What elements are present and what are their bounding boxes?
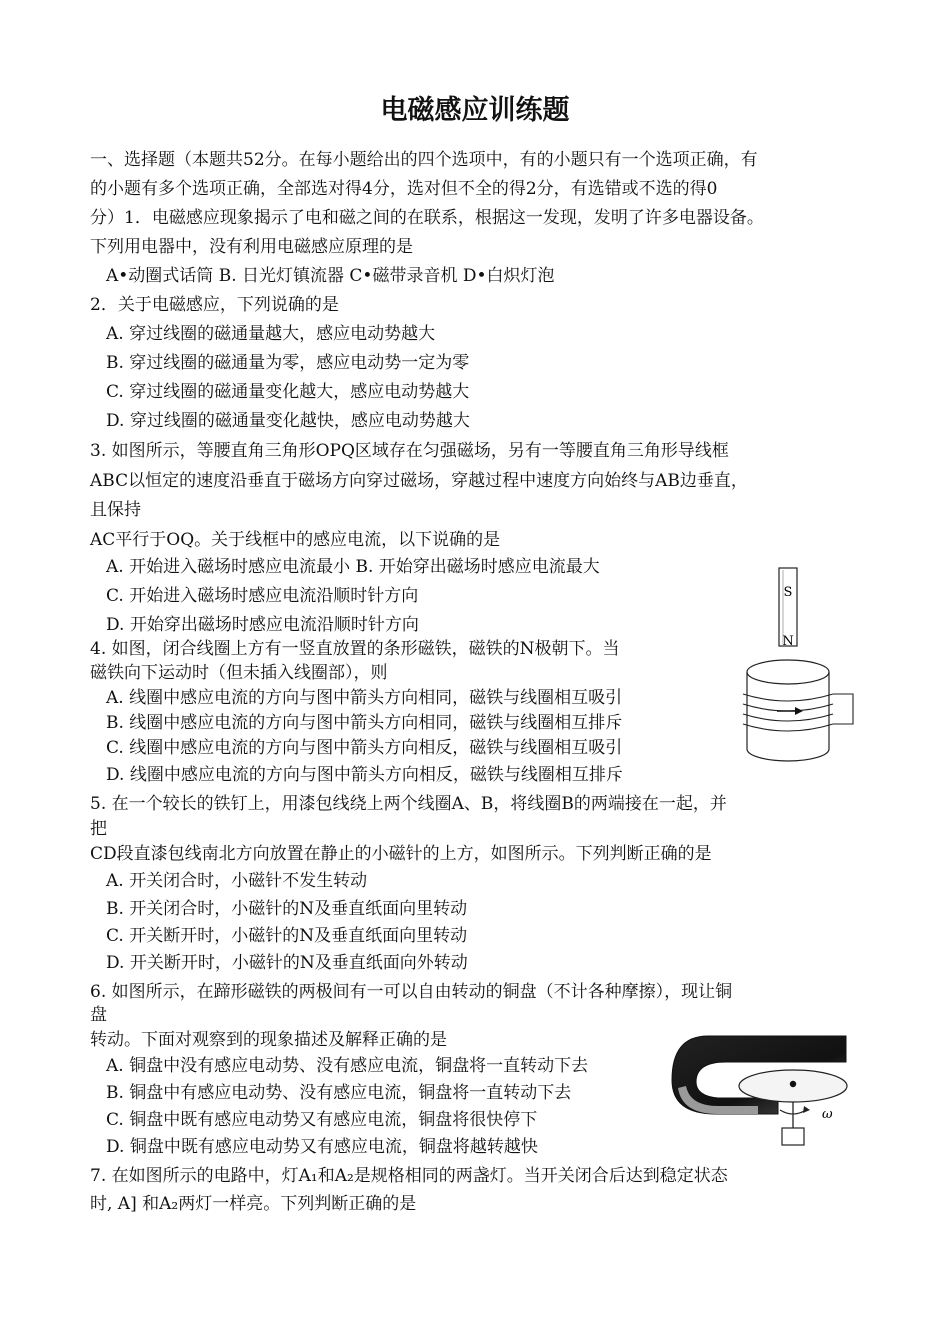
q6-stem-3: 转动。下面对观察到的现象描述及解释正确的是 xyxy=(90,1030,447,1050)
magnet-pole-s: S xyxy=(783,585,793,600)
q3-stem-3: 且保持 xyxy=(90,500,141,520)
coil-windings xyxy=(743,694,833,731)
page-title: 电磁感应训练题 xyxy=(380,95,570,126)
q4-option-c: C. 线圈中感应电流的方向与图中箭头方向相反，磁铁与线圈相互吸引 xyxy=(106,738,623,758)
magnet-pole-n: N xyxy=(782,634,794,649)
q5-stem-3: CD段直漆包线南北方向放置在静止的小磁针的上方，如图所示。下列判断正确的是 xyxy=(90,844,712,864)
q7-stem-2: 时, A] 和A₂两灯一样亮。下列判断正确的是 xyxy=(90,1194,417,1214)
q1-options: A•动圈式话筒 B. 日光灯镇流器 C•磁带录音机 D•白炽灯泡 xyxy=(106,266,555,286)
q3-option-c: C. 开始进入磁场时感应电流沿顺时针方向 xyxy=(106,586,419,606)
q2-option-d: D. 穿过线圈的磁通量变化越快，感应电动势越大 xyxy=(106,411,470,431)
q2-option-b: B. 穿过线圈的磁通量为零，感应电动势一定为零 xyxy=(106,353,470,373)
q5-option-c: C. 开关断开时，小磁针的N及垂直纸面向里转动 xyxy=(106,926,468,946)
q4-stem-1: 4. 如图，闭合线圈上方有一竖直放置的条形磁铁，磁铁的N极朝下。当 xyxy=(90,639,620,659)
q6-option-c: C. 铜盘中既有感应电动势又有感应电流，铜盘将很快停下 xyxy=(106,1110,538,1130)
q3-stem-2: ABC以恒定的速度沿垂直于磁场方向穿过磁场，穿越过程中速度方向始终与AB边垂直， xyxy=(90,471,748,491)
q6-stem-1: 6. 如图所示，在蹄形磁铁的两极间有一可以自由转动的铜盘（不计各种摩擦），现让铜 xyxy=(90,982,733,1002)
q6-option-b: B. 铜盘中有感应电动势、没有感应电流，铜盘将一直转动下去 xyxy=(106,1083,572,1103)
copper-disc-figure xyxy=(668,1030,868,1150)
intro-line-4: 下列用电器中，没有利用电磁感应原理的是 xyxy=(90,237,413,257)
q5-option-d: D. 开关断开时，小磁针的N及垂直纸面向外转动 xyxy=(106,953,468,973)
q2-stem: 2．关于电磁感应，下列说确的是 xyxy=(90,295,339,315)
intro-line-1: 一、选择题（本题共52分。在每小题给出的四个选项中，有的小题只有一个选项正确，有 xyxy=(90,150,758,170)
q5-option-a: A. 开关闭合时，小磁针不发生转动 xyxy=(106,871,368,891)
q4-option-d: D. 线圈中感应电流的方向与图中箭头方向相反，磁铁与线圈相互排斥 xyxy=(106,765,623,785)
q2-option-a: A. 穿过线圈的磁通量越大，感应电动势越大 xyxy=(106,324,436,344)
q3-stem-4: AC平行于OQ。关于线框中的感应电流，以下说确的是 xyxy=(90,530,501,550)
intro-line-2: 的小题有多个选项正确，全部选对得4分，选对但不全的得2分，有选错或不选的得0 xyxy=(90,179,718,199)
q3-option-ab: A. 开始进入磁场时感应电流最小 B. 开始穿出磁场时感应电流最大 xyxy=(106,557,600,577)
q7-stem-1: 7. 在如图所示的电路中，灯A₁和A₂是规格相同的两盏灯。当开关闭合后达到稳定状态 xyxy=(90,1166,728,1186)
magnet-coil-figure xyxy=(735,562,860,762)
disc-base xyxy=(782,1128,804,1145)
q6-option-d: D. 铜盘中既有感应电动势又有感应电流，铜盘将越转越快 xyxy=(106,1137,538,1157)
omega-label: ω xyxy=(822,1107,833,1122)
q4-option-a: A. 线圈中感应电流的方向与图中箭头方向相同，磁铁与线圈相互吸引 xyxy=(106,688,623,708)
q6-stem-2: 盘 xyxy=(90,1005,107,1025)
q4-stem-2: 磁铁向下运动时（但未插入线圈部），则 xyxy=(90,663,388,683)
q4-option-b: B. 线圈中感应电流的方向与图中箭头方向相同，磁铁与线圈相互排斥 xyxy=(106,713,623,733)
q5-stem-2: 把 xyxy=(90,819,107,839)
q3-option-d: D. 开始穿出磁场时感应电流沿顺时针方向 xyxy=(106,615,419,635)
q6-option-a: A. 铜盘中没有感应电动势、没有感应电流，铜盘将一直转动下去 xyxy=(106,1056,589,1076)
q5-stem-1: 5. 在一个较长的铁钉上，用漆包线绕上两个线圈A、B，将线圈B的两端接在一起，并 xyxy=(90,794,727,814)
intro-line-3: 分）1．电磁感应现象揭示了电和磁之间的在联系，根据这一发现，发明了许多电器设备。 xyxy=(90,208,764,228)
q5-option-b: B. 开关闭合时，小磁针的N及垂直纸面向里转动 xyxy=(106,899,468,919)
q2-option-c: C. 穿过线圈的磁通量变化越大，感应电动势越大 xyxy=(106,382,470,402)
q3-stem-1: 3. 如图所示，等腰直角三角形OPQ区域存在匀强磁场，另有一等腰直角三角形导线框 xyxy=(90,441,729,461)
